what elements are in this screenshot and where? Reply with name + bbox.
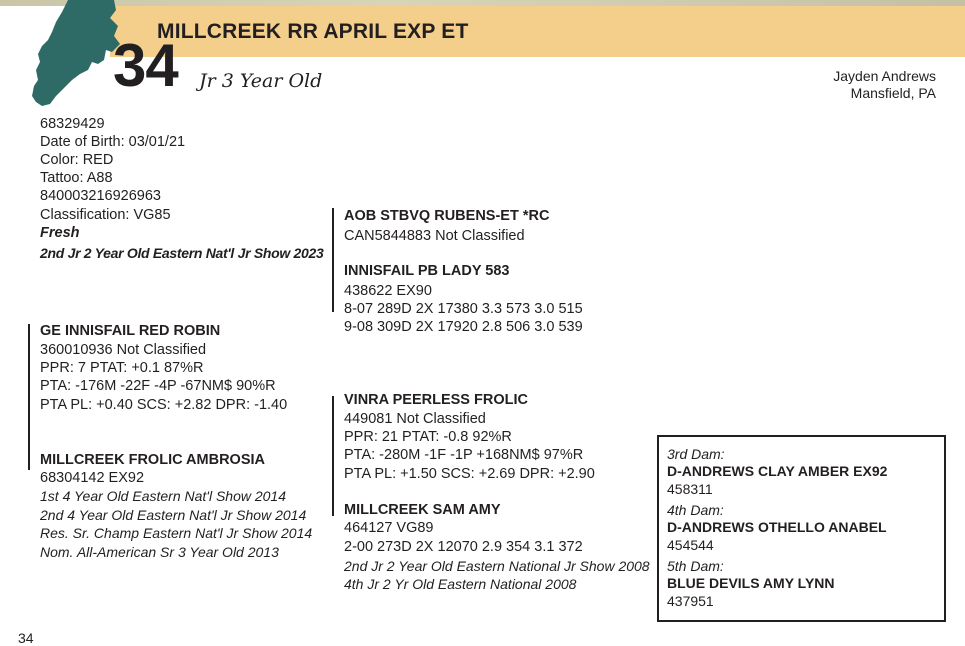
dam-sire-pta-pl: PTA PL: +1.50 SCS: +2.69 DPR: +2.90 bbox=[344, 466, 595, 482]
sire-sire-name: AOB STBVQ RUBENS-ET *RC bbox=[344, 208, 550, 224]
owner-location: Mansfield, PA bbox=[850, 85, 936, 101]
fourth-dam-reg: 454544 bbox=[667, 537, 714, 553]
owner-name: Jayden Andrews bbox=[833, 68, 936, 84]
dam-name: MILLCREEK FROLIC AMBROSIA bbox=[40, 452, 266, 468]
sire-dam-name: INNISFAIL PB LADY 583 bbox=[344, 263, 510, 279]
animal-award: 2nd Jr 2 Year Old Eastern Nat'l Jr Show 2023 bbox=[40, 245, 324, 261]
dam-award-4: Nom. All-American Sr 3 Year Old 2013 bbox=[40, 544, 279, 560]
sire-pta: PTA: -176M -22F -4P -67NM$ 90%R bbox=[40, 378, 276, 394]
dam-award-2: 2nd 4 Year Old Eastern Nat'l Jr Show 2014 bbox=[40, 507, 307, 523]
dam-sire-pta: PTA: -280M -1F -1P +168NM$ 97%R bbox=[344, 447, 584, 463]
fifth-dam-name: BLUE DEVILS AMY LYNN bbox=[667, 575, 835, 591]
pedigree-line-sire-parents bbox=[332, 208, 334, 312]
animal-dob: Date of Birth: 03/01/21 bbox=[40, 134, 186, 150]
dam-reg: 68304142 EX92 bbox=[40, 470, 145, 486]
fifth-dam-label: 5th Dam: bbox=[667, 558, 724, 574]
sire-reg: 360010936 Not Classified bbox=[40, 342, 207, 358]
fourth-dam-name: D-ANDREWS OTHELLO ANABEL bbox=[667, 519, 887, 535]
dam-dam-record: 2-00 273D 2X 12070 2.9 354 3.1 372 bbox=[344, 539, 583, 555]
dam-award-1: 1st 4 Year Old Eastern Nat'l Show 2014 bbox=[40, 488, 287, 504]
fifth-dam-reg: 437951 bbox=[667, 593, 714, 609]
pedigree-line-parents bbox=[28, 324, 30, 470]
sire-ppr: PPR: 7 PTAT: +0.1 87%R bbox=[40, 360, 204, 376]
animal-color: Color: RED bbox=[40, 152, 114, 168]
sire-dam-record-2: 9-08 309D 2X 17920 2.8 506 3.0 539 bbox=[344, 319, 583, 335]
pedigree-line-dam-parents bbox=[332, 396, 334, 516]
third-dam-label: 3rd Dam: bbox=[667, 446, 725, 462]
dam-dam-name: MILLCREEK SAM AMY bbox=[344, 502, 501, 518]
animal-name: MILLCREEK RR APRIL EXP ET bbox=[157, 20, 469, 43]
sire-name: GE INNISFAIL RED ROBIN bbox=[40, 323, 221, 339]
dam-sire-name: VINRA PEERLESS FROLIC bbox=[344, 392, 528, 408]
maternal-line-box bbox=[657, 435, 946, 622]
animal-reg-number: 68329429 bbox=[40, 116, 105, 132]
animal-status: Fresh bbox=[40, 225, 80, 241]
animal-rfid: 840003216926963 bbox=[40, 188, 161, 204]
page-number: 34 bbox=[18, 630, 34, 646]
animal-classification: Classification: VG85 bbox=[40, 207, 171, 223]
third-dam-name: D-ANDREWS CLAY AMBER EX92 bbox=[667, 463, 888, 479]
dam-dam-reg: 464127 VG89 bbox=[344, 520, 434, 536]
sire-dam-record-1: 8-07 289D 2X 17380 3.3 573 3.0 515 bbox=[344, 301, 583, 317]
dam-sire-ppr: PPR: 21 PTAT: -0.8 92%R bbox=[344, 429, 512, 445]
entry-number: 34 bbox=[113, 32, 178, 99]
third-dam-reg: 458311 bbox=[667, 481, 713, 497]
dam-dam-award-2: 4th Jr 2 Yr Old Eastern National 2008 bbox=[344, 576, 577, 592]
fourth-dam-label: 4th Dam: bbox=[667, 502, 724, 518]
dam-award-3: Res. Sr. Champ Eastern Nat'l Jr Show 2014 bbox=[40, 525, 313, 541]
owner-info bbox=[833, 68, 936, 102]
dam-sire-reg: 449081 Not Classified bbox=[344, 411, 486, 427]
class-name: Jr 3 Year Old bbox=[199, 70, 323, 92]
sire-dam-reg: 438622 EX90 bbox=[344, 283, 432, 299]
dam-dam-award-1: 2nd Jr 2 Year Old Eastern National Jr Show 2008 bbox=[344, 558, 650, 574]
sire-pta-pl: PTA PL: +0.40 SCS: +2.82 DPR: -1.40 bbox=[40, 397, 288, 413]
sire-sire-reg: CAN5844883 Not Classified bbox=[344, 228, 525, 244]
animal-tattoo: Tattoo: A88 bbox=[40, 170, 113, 186]
